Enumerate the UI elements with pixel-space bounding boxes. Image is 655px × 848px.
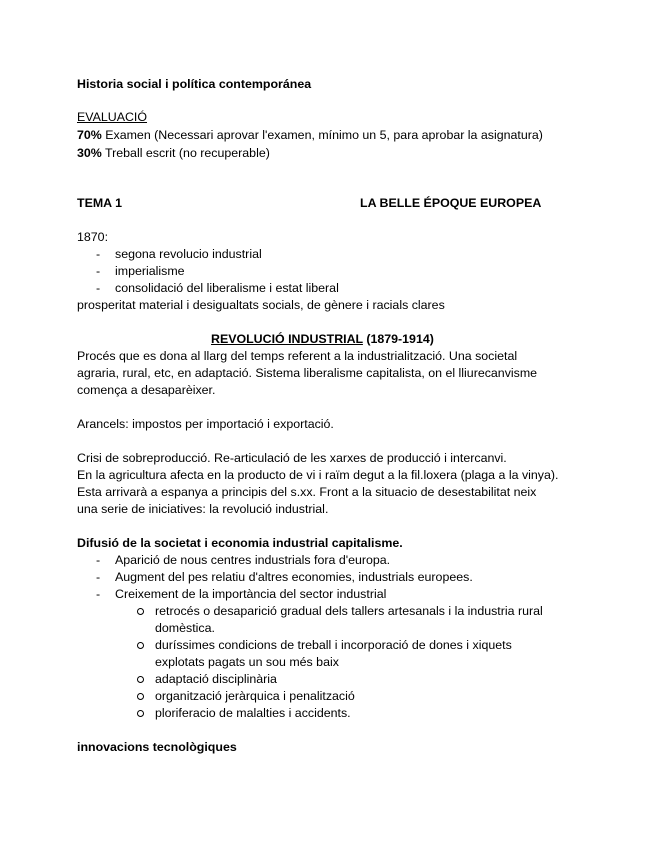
dash-bullet: -	[96, 264, 101, 278]
sub-list-item: duríssimes condicions de treball i incorporació de dones i xiquets	[155, 638, 512, 652]
dash-bullet: -	[96, 587, 101, 601]
circle-bullet-icon	[137, 710, 144, 717]
exam-description: Examen (Necessari aprovar l'examen, mínimo un 5, para aprobar la asignatura)	[101, 128, 543, 142]
exam-percentage: 70%	[77, 128, 102, 142]
paragraph-line: Procés que es dona al llarg del temps referent a la industrialització. Una societal	[77, 349, 518, 363]
list-item: consolidació del liberalisme i estat liberal	[115, 281, 339, 295]
list-item: Creixement de la importància del sector industrial	[115, 587, 387, 601]
revolucio-heading	[211, 331, 434, 348]
evaluation-work	[77, 145, 270, 162]
innovacions-heading: innovacions tecnològiques	[77, 740, 237, 754]
paragraph-line: Esta arrivarà a espanya a principis del s.xx. Front a la situacio de desestabilitat neix	[77, 485, 537, 499]
dash-bullet: -	[96, 553, 101, 567]
sub-list-item: ploriferacio de malalties i accidents.	[155, 706, 351, 720]
evaluation-exam	[77, 127, 543, 144]
circle-bullet-icon	[137, 642, 144, 649]
circle-bullet-icon	[137, 676, 144, 683]
document-title: Historia social i política contemporánea	[77, 77, 312, 91]
paragraph-line: En la agricultura afecta en la producto de vi i raïm degut a la fil.loxera (plaga a la vinya).	[77, 468, 559, 482]
dash-bullet: -	[96, 247, 101, 261]
sub-list-item-continuation: domèstica.	[155, 621, 215, 635]
paragraph-line: agraria, rural, etc, en adaptació. Sistema liberalisme capitalista, on el lliurecanvisme	[77, 366, 538, 380]
list-item: Augment del pes relatiu d'altres economies, industrials europees.	[115, 570, 473, 584]
summary-line: prosperitat material i desigualtats socials, de gènere i racials clares	[77, 298, 445, 312]
difusio-heading: Difusió de la societat i economia industrial capitalisme.	[77, 536, 403, 550]
circle-bullet-icon	[137, 608, 144, 615]
dash-bullet: -	[96, 570, 101, 584]
sub-list-item: adaptació disciplinària	[155, 672, 277, 686]
revolucio-heading-years: (1879-1914)	[362, 332, 434, 346]
paragraph-line: una serie de iniciatives: la revolució industrial.	[77, 502, 329, 516]
paragraph-line: Arancels: impostos per importació i exportació.	[77, 417, 334, 431]
list-item: segona revolucio industrial	[115, 247, 262, 261]
dash-bullet: -	[96, 281, 101, 295]
circle-bullet-icon	[137, 693, 144, 700]
work-percentage: 30%	[77, 146, 102, 160]
sub-list-item: organització jeràrquica i penalització	[155, 689, 355, 703]
list-item: Aparició de nous centres industrials fora d'europa.	[115, 553, 391, 567]
tema-label: TEMA 1	[77, 196, 122, 210]
sub-list-item: retrocés o desaparició gradual dels tallers artesanals i la industria rural	[155, 604, 543, 618]
tema-name: LA BELLE ÉPOQUE EUROPEA	[360, 196, 542, 210]
work-description: Treball escrit (no recuperable)	[101, 146, 270, 160]
paragraph-line: Crisi de sobreproducció. Re-articulació de les xarxes de producció i intercanvi.	[77, 451, 507, 465]
evaluation-heading: EVALUACIÓ	[77, 110, 148, 124]
revolucio-heading-title: REVOLUCIÓ INDUSTRIAL	[211, 332, 363, 346]
sub-list-item-continuation: explotats pagats un sou més baix	[155, 655, 339, 669]
list-item: imperialisme	[115, 264, 185, 278]
paragraph-line: comença a desaparèixer.	[77, 383, 216, 397]
year-1870-label: 1870:	[77, 230, 109, 244]
